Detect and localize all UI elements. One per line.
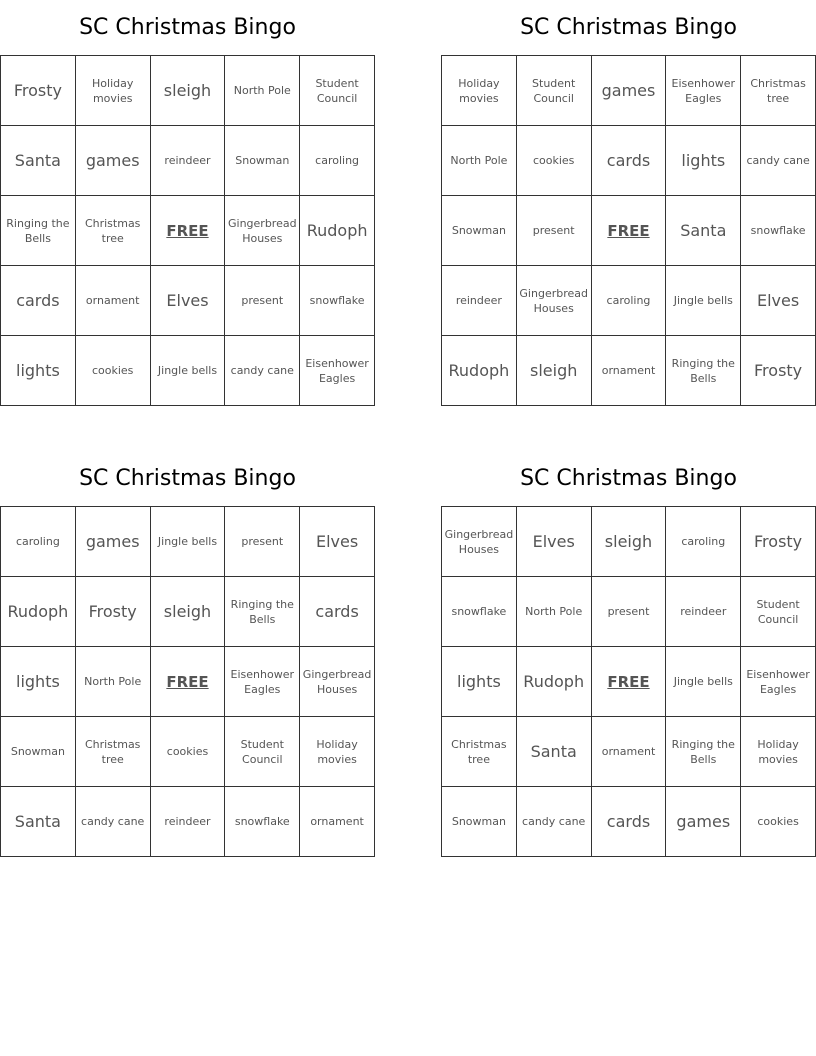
bingo-cell: Jingle bells bbox=[150, 507, 225, 577]
bingo-cell: Ringing the Bells bbox=[225, 577, 300, 647]
bingo-row bbox=[442, 717, 816, 787]
bingo-cell: cards bbox=[300, 577, 375, 647]
bingo-cell: candy cane bbox=[75, 787, 150, 857]
bingo-cell: Jingle bells bbox=[666, 647, 741, 717]
bingo-cell: cookies bbox=[75, 336, 150, 406]
bingo-row bbox=[442, 577, 816, 647]
bingo-cell: North Pole bbox=[75, 647, 150, 717]
card-title: SC Christmas Bingo bbox=[79, 15, 296, 40]
bingo-cell: cards bbox=[591, 126, 666, 196]
bingo-cell: Ringing the Bells bbox=[666, 717, 741, 787]
bingo-cell: North Pole bbox=[225, 56, 300, 126]
bingo-cell: Ringing the Bells bbox=[1, 196, 76, 266]
bingo-cell: Elves bbox=[741, 266, 816, 336]
bingo-cell: present bbox=[591, 577, 666, 647]
bingo-row bbox=[1, 647, 375, 717]
bingo-grid bbox=[0, 55, 375, 406]
bingo-cell: Eisenhower Eagles bbox=[300, 336, 375, 406]
bingo-cell: reindeer bbox=[442, 266, 517, 336]
bingo-cell: North Pole bbox=[516, 577, 591, 647]
card-title: SC Christmas Bingo bbox=[520, 466, 737, 491]
bingo-cell: Santa bbox=[1, 126, 76, 196]
bingo-cell: lights bbox=[442, 647, 517, 717]
free-space-cell: FREE bbox=[591, 196, 666, 266]
bingo-cell: ornament bbox=[591, 336, 666, 406]
bingo-cell: candy cane bbox=[516, 787, 591, 857]
bingo-cell: Holiday movies bbox=[75, 56, 150, 126]
bingo-cell: Eisenhower Eagles bbox=[741, 647, 816, 717]
bingo-cell: games bbox=[591, 56, 666, 126]
bingo-cell: Rudoph bbox=[516, 647, 591, 717]
bingo-cell: snowflake bbox=[300, 266, 375, 336]
bingo-cell: Holiday movies bbox=[741, 717, 816, 787]
bingo-row bbox=[442, 787, 816, 857]
bingo-cell: Student Council bbox=[225, 717, 300, 787]
bingo-cell: Ringing the Bells bbox=[666, 336, 741, 406]
bingo-cell: lights bbox=[666, 126, 741, 196]
bingo-cell: Snowman bbox=[1, 717, 76, 787]
bingo-cell: Gingerbread Houses bbox=[442, 507, 517, 577]
bingo-row bbox=[1, 126, 375, 196]
bingo-cell: reindeer bbox=[150, 126, 225, 196]
bingo-row bbox=[442, 126, 816, 196]
bingo-cell: Frosty bbox=[741, 507, 816, 577]
bingo-row bbox=[442, 647, 816, 717]
bingo-row bbox=[442, 266, 816, 336]
free-space-cell: FREE bbox=[150, 196, 225, 266]
bingo-cell: Frosty bbox=[741, 336, 816, 406]
bingo-cell: Elves bbox=[516, 507, 591, 577]
bingo-row bbox=[1, 196, 375, 266]
bingo-row bbox=[1, 787, 375, 857]
bingo-cell: Snowman bbox=[225, 126, 300, 196]
bingo-cell: Eisenhower Eagles bbox=[666, 56, 741, 126]
bingo-cell: Jingle bells bbox=[150, 336, 225, 406]
bingo-cell: present bbox=[225, 507, 300, 577]
bingo-cell: lights bbox=[1, 336, 76, 406]
card-title: SC Christmas Bingo bbox=[79, 466, 296, 491]
bingo-cell: snowflake bbox=[225, 787, 300, 857]
bingo-cell: sleigh bbox=[150, 577, 225, 647]
bingo-row bbox=[442, 507, 816, 577]
bingo-grid bbox=[0, 506, 375, 857]
bingo-cell: reindeer bbox=[666, 577, 741, 647]
bingo-grid bbox=[441, 55, 816, 406]
bingo-cell: Santa bbox=[516, 717, 591, 787]
bingo-cell: ornament bbox=[300, 787, 375, 857]
bingo-cell: lights bbox=[1, 647, 76, 717]
bingo-cell: caroling bbox=[591, 266, 666, 336]
bingo-cell: Elves bbox=[300, 507, 375, 577]
bingo-cell: sleigh bbox=[591, 507, 666, 577]
bingo-cell: sleigh bbox=[516, 336, 591, 406]
bingo-cell: Holiday movies bbox=[300, 717, 375, 787]
bingo-cell: Rudoph bbox=[1, 577, 76, 647]
card-title: SC Christmas Bingo bbox=[520, 15, 737, 40]
bingo-cell: Student Council bbox=[300, 56, 375, 126]
bingo-cell: Jingle bells bbox=[666, 266, 741, 336]
bingo-cell: Santa bbox=[1, 787, 76, 857]
bingo-card bbox=[0, 0, 375, 406]
bingo-cell: Student Council bbox=[516, 56, 591, 126]
bingo-cell: Gingerbread Houses bbox=[225, 196, 300, 266]
bingo-cell: Rudoph bbox=[300, 196, 375, 266]
free-space-cell: FREE bbox=[150, 647, 225, 717]
bingo-cell: games bbox=[75, 126, 150, 196]
bingo-cell: caroling bbox=[1, 507, 76, 577]
bingo-cell: cookies bbox=[516, 126, 591, 196]
bingo-row bbox=[1, 717, 375, 787]
bingo-cell: Christmas tree bbox=[741, 56, 816, 126]
bingo-cell: Christmas tree bbox=[75, 717, 150, 787]
bingo-cell: reindeer bbox=[150, 787, 225, 857]
bingo-cell: sleigh bbox=[150, 56, 225, 126]
free-space-cell: FREE bbox=[591, 647, 666, 717]
bingo-cell: Gingerbread Houses bbox=[300, 647, 375, 717]
bingo-cell: Snowman bbox=[442, 787, 517, 857]
bingo-cell: caroling bbox=[666, 507, 741, 577]
bingo-row bbox=[1, 577, 375, 647]
bingo-cell: cards bbox=[1, 266, 76, 336]
bingo-cell: ornament bbox=[75, 266, 150, 336]
bingo-cell: Holiday movies bbox=[442, 56, 517, 126]
bingo-cell: present bbox=[225, 266, 300, 336]
bingo-cell: Frosty bbox=[1, 56, 76, 126]
bingo-cell: present bbox=[516, 196, 591, 266]
bingo-cell: cookies bbox=[741, 787, 816, 857]
bingo-cell: Student Council bbox=[741, 577, 816, 647]
bingo-row bbox=[442, 336, 816, 406]
bingo-cell: Santa bbox=[666, 196, 741, 266]
bingo-cell: snowflake bbox=[741, 196, 816, 266]
bingo-cell: North Pole bbox=[442, 126, 517, 196]
bingo-row bbox=[1, 56, 375, 126]
bingo-row bbox=[1, 507, 375, 577]
bingo-cell: cookies bbox=[150, 717, 225, 787]
bingo-cell: Gingerbread Houses bbox=[516, 266, 591, 336]
bingo-card bbox=[441, 0, 816, 406]
bingo-cell: Eisenhower Eagles bbox=[225, 647, 300, 717]
bingo-cell: Elves bbox=[150, 266, 225, 336]
bingo-row bbox=[442, 56, 816, 126]
bingo-row bbox=[442, 196, 816, 266]
bingo-cell: Rudoph bbox=[442, 336, 517, 406]
bingo-cell: games bbox=[75, 507, 150, 577]
bingo-cell: caroling bbox=[300, 126, 375, 196]
bingo-cell: Christmas tree bbox=[442, 717, 517, 787]
bingo-cell: candy cane bbox=[741, 126, 816, 196]
bingo-cell: candy cane bbox=[225, 336, 300, 406]
bingo-grid bbox=[441, 506, 816, 857]
bingo-cell: snowflake bbox=[442, 577, 517, 647]
bingo-card bbox=[441, 451, 816, 857]
bingo-cell: Christmas tree bbox=[75, 196, 150, 266]
bingo-cell: Snowman bbox=[442, 196, 517, 266]
bingo-cell: Frosty bbox=[75, 577, 150, 647]
bingo-cell: ornament bbox=[591, 717, 666, 787]
bingo-row bbox=[1, 266, 375, 336]
bingo-cell: games bbox=[666, 787, 741, 857]
bingo-cell: cards bbox=[591, 787, 666, 857]
bingo-card bbox=[0, 451, 375, 857]
bingo-row bbox=[1, 336, 375, 406]
